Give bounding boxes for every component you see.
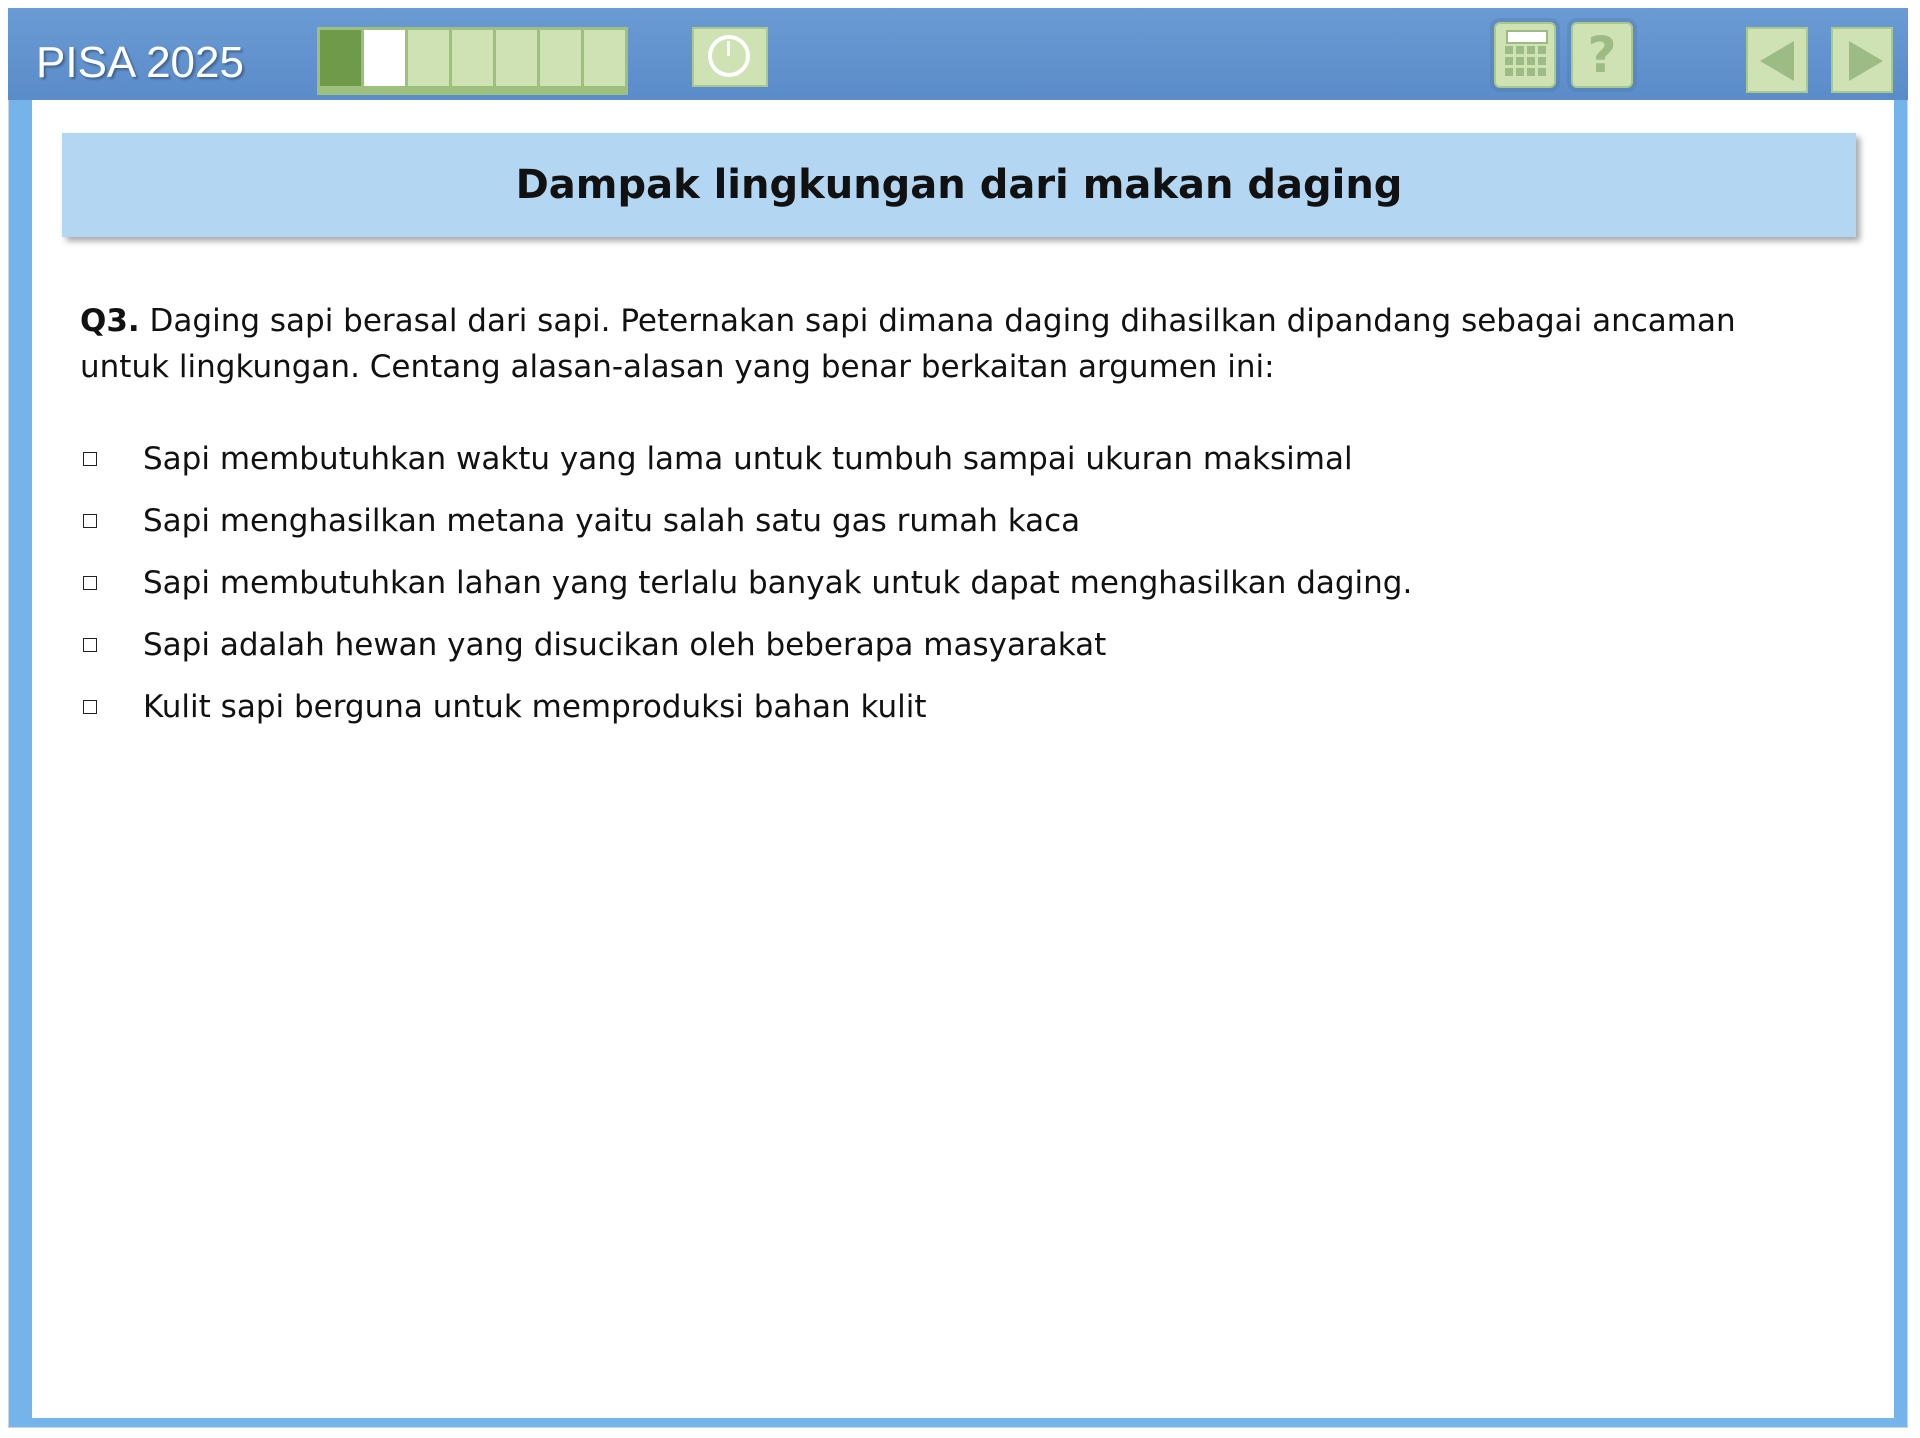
- option-3-checkbox[interactable]: [83, 576, 97, 590]
- progress-segment-1: [320, 30, 361, 86]
- progress-segment-6: [540, 30, 581, 86]
- option-5[interactable]: [80, 676, 1800, 738]
- option-4-label: Sapi adalah hewan yang disucikan oleh beberapa masyarakat: [143, 627, 1107, 663]
- calculator-keys: [1505, 46, 1546, 76]
- option-2-label: Sapi menghasilkan metana yaitu salah satu gas rumah kaca: [143, 503, 1081, 539]
- progress-segment-3: [408, 30, 449, 86]
- help-icon: ?: [1587, 26, 1617, 84]
- unit-header: [62, 133, 1856, 237]
- progress-segment-4: [452, 30, 493, 86]
- option-5-checkbox[interactable]: [83, 700, 97, 714]
- option-4[interactable]: [80, 614, 1800, 676]
- unit-title: Dampak lingkungan dari makan daging: [515, 162, 1403, 208]
- progress-segment-7: [584, 30, 625, 86]
- progress-segment-2: [364, 30, 405, 86]
- option-3-label: Sapi membutuhkan lahan yang terlalu banyak untuk dapat menghasilkan daging.: [143, 565, 1413, 601]
- option-1-label: Sapi membutuhkan waktu yang lama untuk tumbuh sampai ukuran maksimal: [143, 441, 1353, 477]
- arrow-right-icon: [1849, 41, 1883, 81]
- previous-button[interactable]: [1746, 27, 1808, 93]
- unit-progress-bar: [317, 27, 628, 95]
- calculator-button[interactable]: [1494, 22, 1556, 88]
- answer-options: [80, 428, 1800, 738]
- progress-segment-5: [496, 30, 537, 86]
- clock-icon: [708, 35, 750, 77]
- help-button[interactable]: [1571, 22, 1633, 88]
- question-text: Daging sapi berasal dari sapi. Peternakan sapi dimana daging dihasilkan dipandang sebagai ancaman untuk lingkungan. Centang alasan-alasan yang benar berkaitan argumen ini:: [80, 303, 1736, 385]
- option-1-checkbox[interactable]: [83, 452, 97, 466]
- option-5-label: Kulit sapi berguna untuk memproduksi bahan kulit: [143, 689, 927, 725]
- app-title: PISA 2025: [36, 38, 244, 87]
- option-2-checkbox[interactable]: [83, 514, 97, 528]
- option-2[interactable]: [80, 490, 1800, 552]
- option-3[interactable]: [80, 552, 1800, 614]
- option-4-checkbox[interactable]: [83, 638, 97, 652]
- calculator-screen: [1506, 30, 1548, 44]
- next-button[interactable]: [1831, 27, 1893, 93]
- question-stem: [80, 298, 1800, 390]
- timer-button[interactable]: [692, 27, 768, 87]
- arrow-left-icon: [1760, 41, 1794, 81]
- option-1[interactable]: [80, 428, 1800, 490]
- question-number: Q3.: [80, 303, 140, 339]
